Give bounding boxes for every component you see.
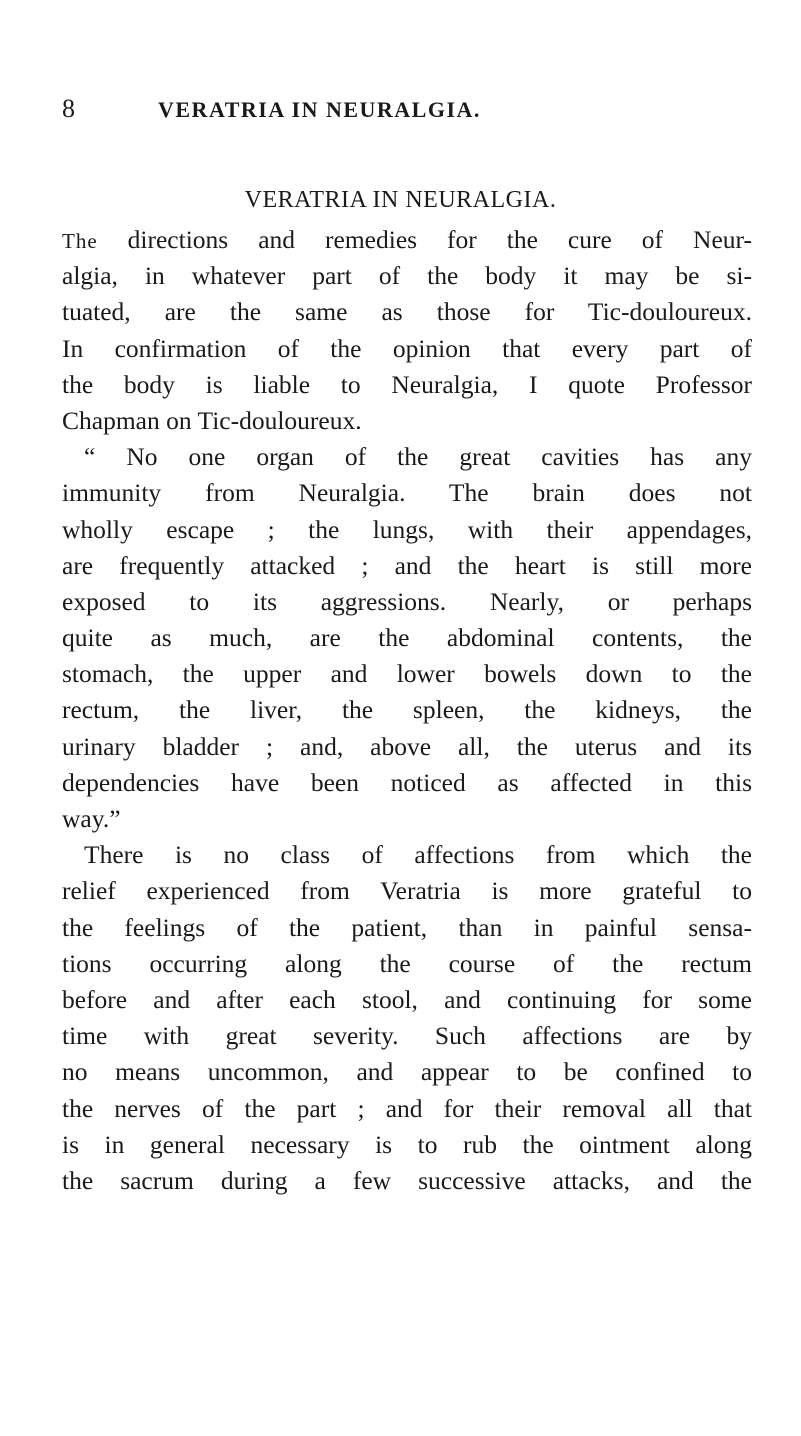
text-line: no means uncommon, and appear to be confined to: [62, 1057, 752, 1087]
text-line: exposed to its aggressions. Nearly, or perhaps: [62, 586, 752, 616]
running-head: [62, 94, 762, 134]
text-line: In confirmation of the opinion that every part of: [62, 333, 752, 363]
text-line: are frequently attacked ; and the heart is still more: [62, 550, 752, 580]
text-line: way.”: [62, 804, 121, 833]
text-line: time with great severity. Such affections are by: [62, 1021, 752, 1051]
body-text: [62, 222, 752, 1199]
paragraph-3: [62, 837, 752, 1199]
text-line: urinary bladder ; and, above all, the uterus and its: [62, 731, 752, 761]
text-line: the nerves of the part ; and for their removal all that: [62, 1093, 752, 1123]
text-line: the feelings of the patient, than in painful sensa-: [62, 912, 752, 942]
paragraph-1: [62, 222, 752, 439]
text-line: algia, in whatever part of the body it may be si-: [62, 261, 752, 291]
text-line: The directions and remedies for the cure of Neur-: [62, 225, 752, 254]
text-line: tuated, are the same as those for Tic-douloureux.: [62, 297, 752, 327]
paragraph-2-quotation: [62, 439, 752, 837]
text-line: stomach, the upper and lower bowels down to the: [62, 659, 752, 689]
running-head-title: VERATRIA IN NEURALGIA.: [158, 97, 481, 122]
text-line: the sacrum during a few successive attacks, and the: [62, 1165, 752, 1195]
text-line: “ No one organ of the great cavities has any: [84, 442, 752, 472]
text-line: immunity from Neuralgia. The brain does not: [62, 478, 752, 508]
text-line: quite as much, are the abdominal contents, the: [62, 623, 752, 653]
chapter-title: VERATRIA IN NEURALGIA.: [244, 187, 557, 213]
text-line: rectum, the liver, the spleen, the kidneys, the: [62, 695, 752, 725]
text-line: dependencies have been noticed as affected in this: [62, 767, 752, 797]
text-line: before and after each stool, and continuing for some: [62, 984, 752, 1014]
text-line: Chapman on Tic-douloureux.: [62, 405, 362, 435]
text-line: There is no class of affections from which the: [84, 840, 752, 870]
small-caps-lead: The: [62, 229, 98, 253]
text-line: is in general necessary is to rub the ointment along: [62, 1129, 752, 1159]
text-line: tions occurring along the course of the rectum: [62, 948, 752, 978]
text-line: the body is liable to Neuralgia, I quote Professor: [62, 369, 752, 399]
text-line: wholly escape ; the lungs, with their appendages,: [62, 514, 752, 544]
text-line: relief experienced from Veratria is more grateful to: [62, 876, 752, 906]
page-number: 8: [62, 94, 75, 123]
